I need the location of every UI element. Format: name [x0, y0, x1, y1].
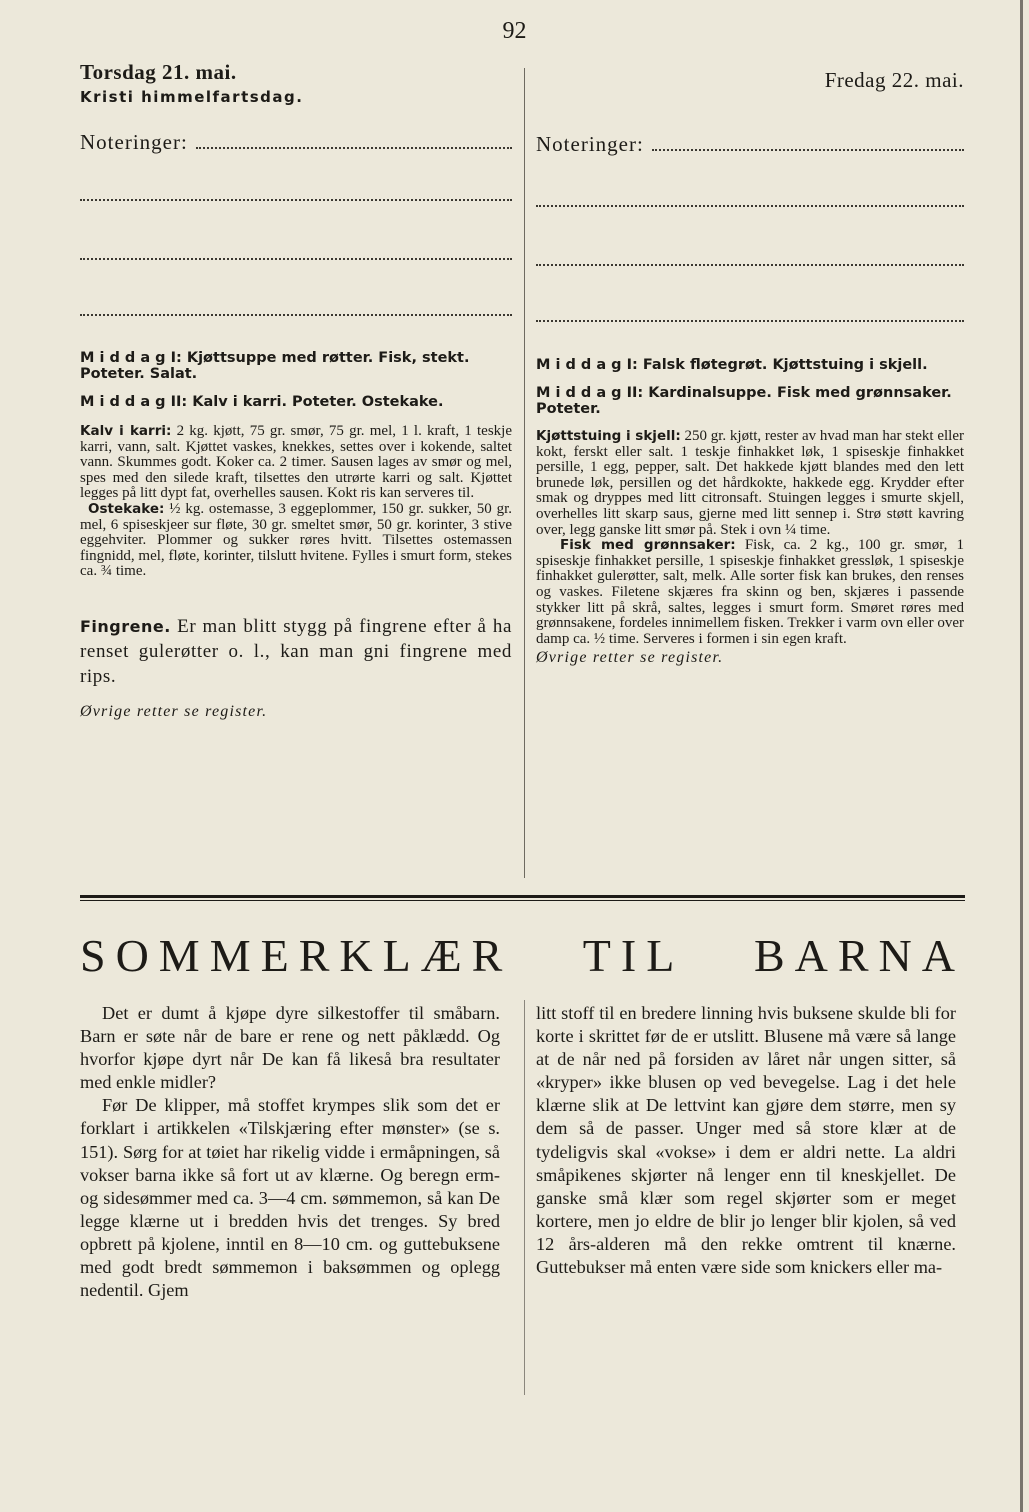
friday-date: Fredag 22. mai. — [824, 68, 964, 92]
page-number: 92 — [502, 18, 527, 44]
friday-menu-1: M i d d a g I: Falsk fløtegrøt. Kjøttstuing i skjell. — [536, 357, 928, 373]
friday-header — [536, 68, 964, 93]
article-paragraph: Det er dumt å kjøpe dyre silkestoffer til småbarn. Barn er søte når de bare er rene og nett påklædd. Og hvorfor kjøpe dyrt når De kan få likeså bra resultater med enkle midler? — [80, 1003, 500, 1093]
article-column-divider — [524, 1000, 525, 1395]
recipe-text: 2 kg. kjøtt, 75 gr. smør, 75 gr. mel, 1 l. kraft, 1 teskje karri, vann, salt. Kjøttet vaskes, knekkes, settes over i kokende, saltet vann. Skummes godt. Koker ca. 2 timer. Sausen lages av smør og mel, spes med den silede kraft, tilsettes den utrørte karri og salt. Kjøttet legges på litt dypt fat, overhelles sausen. Kokt ris kan serveres til. — [80, 423, 512, 502]
thursday-notes-label: Noteringer: — [80, 130, 188, 154]
recipe-kalv-i-karri — [80, 424, 512, 502]
friday-menus — [536, 357, 964, 667]
section-rule-thin — [80, 900, 965, 901]
tip-title: Fingrene. — [80, 616, 171, 636]
friday-footer: Øvrige retter se register. — [536, 649, 724, 667]
binding-edge — [1020, 0, 1023, 1512]
notes-dotted-line — [80, 256, 512, 260]
friday-notes — [536, 132, 964, 322]
thursday-menu-1: M i d d a g I: Kjøttsuppe med røtter. Fisk, stekt. Poteter. Salat. — [80, 350, 470, 382]
recipe-ostekake — [80, 502, 512, 580]
notes-dotted-line — [536, 318, 964, 322]
notes-dotted-line — [536, 203, 964, 207]
thursday-date: Torsdag 21. mai. — [80, 60, 237, 84]
thursday-menus — [80, 350, 512, 721]
column-divider — [524, 68, 525, 878]
article-paragraph: litt stoff til en bredere linning hvis buksene skulde bli for korte i skrittet før de er utslitt. Blusene må være så lange at de når ned på forsiden av låret når ungen sitter, så «kryper» ikke blusen op ved bevegelse. Lag i det hele klærne slik at De lettvint kan gjøre dem større, men sy dem så de passer. Unger med så store klær at de tydeligvis skal «vokse» i dem er aldri nette. La aldri småpikenes skjørter nå lenger enn til kneskjellet. De ganske små klær som regel skjørter som er meget kortere, men jo eldre de blir jo lenger blir kjolen, så ved 12 års-alderen må den rekke omtrent til knærne. Guttebukser må enten være side som knickers eller ma- — [536, 1003, 956, 1278]
article-column-right — [536, 1002, 956, 1279]
recipe-text: 250 gr. kjøtt, rester av hvad man har stekt eller kokt, ferskt eller salt. 1 teskje finhakket løk, 1 spiseskje finhakket persille, 1 egg, pepper, salt. Det hakkede kjøtt blandes med den lett brunede løk, persillen og det hårdkokte, hakkede egg. Krydder efter smak og dryppes med litt citronsaft. Stuingen legges i smurte skjell, overhelles litt skarp saus, gjerne med litt sennep i. Strø støtt kavring over, legg ganske litt smør på. Stek i ovn ¼ time. — [536, 428, 964, 538]
recipe-text: Fisk, ca. 2 kg., 100 gr. smør, 1 spiseskje finhakket persille, 1 spiseskje finhakket gressløk, 1 spiseskje finhakket gulerøtter, salt, melk. Alle sorter fisk kan brukes, den renses og vaskes. Filetene skjæres fra skinn og ben, skjæres i passende stykker litt på skrå, saltes, legges i smurt form. Smøret røres med grønnsakene, fordeles innimellem fisken. Trekker i varm ovn eller over damp ca. ½ time. Serveres i formen i sin egen kraft. — [536, 537, 964, 647]
article-headline: SOMMERKLÆR TIL BARNA — [80, 930, 965, 981]
friday-notes-label: Noteringer: — [536, 132, 644, 156]
thursday-notes — [80, 130, 512, 316]
recipe-kjottstuing — [536, 429, 964, 538]
thursday-header — [80, 60, 512, 106]
notes-dotted-line — [652, 145, 964, 151]
thursday-menu-2: M i d d a g II: Kalv i karri. Poteter. Ostekake. — [80, 394, 444, 410]
thursday-footer: Øvrige retter se register. — [80, 702, 268, 720]
tip-text: Er man blitt stygg på fingrene efter å ha renset gulerøtter o. l., kan man gni fingrene med rips. — [80, 615, 512, 687]
notes-dotted-line — [80, 197, 512, 201]
holiday-name: Kristi himmelfartsdag. — [80, 88, 304, 106]
article-column-left — [80, 1002, 500, 1302]
recipe-text: ½ kg. ostemasse, 3 eggeplommer, 150 gr. sukker, 50 gr. mel, 6 spiseskjeer sur fløte, 30 gr. smeltet smør, 50 gr. korinter, 3 stive eggehviter. Plommer og sukker røres hvitt. Tilsettes ostemassen fingnidd, mel, fløte, korinter, tilslutt hvitene. Fylles i smurt form, stekes ca. ¾ time. — [80, 500, 512, 580]
recipe-title: Fisk med grønnsaker: — [560, 537, 736, 554]
recipe-fisk-med-gronnsaker — [536, 538, 964, 647]
recipe-title: Kalv i karri: — [80, 423, 172, 439]
notes-dotted-line — [196, 143, 512, 149]
notes-dotted-line — [80, 312, 512, 316]
recipe-title: Kjøttstuing i skjell: — [536, 428, 681, 444]
section-rule — [80, 895, 965, 898]
notes-dotted-line — [536, 262, 964, 266]
friday-menu-2: M i d d a g II: Kardinalsuppe. Fisk med grønnsaker. Poteter. — [536, 385, 952, 417]
article-paragraph: Før De klipper, må stoffet krympes slik som det er forklart i artikkelen «Tilskjæring efter mønster» (se s. 151). Sørg for at tøiet har rikelig vidde i ermåpningen, så vokser barna ikke så fort ut av klærne. Og beregn erm- og sidesømmer med ca. 3—4 cm. sømmemon, så kan De legge klærne ut i bredden hvis det trenges. Sy bred opbrett på kjolene, inntil en 8—10 cm. og guttebuksene med godt bredt sømmemon i baksømmen og oplegg nedentil. Gjem — [80, 1095, 500, 1301]
tip-fingrene — [80, 614, 512, 689]
recipe-title: Ostekake: — [88, 500, 165, 517]
